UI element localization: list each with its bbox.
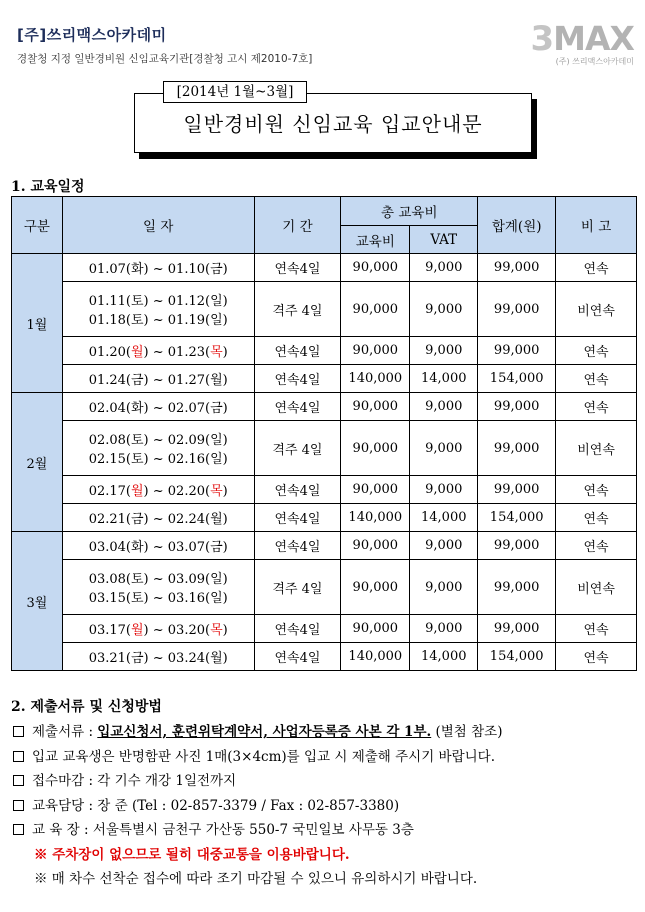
header-date: 일 자 <box>62 197 254 254</box>
table-row <box>12 476 637 504</box>
fee-cell: 90,000 <box>341 254 410 282</box>
table-row <box>12 615 637 643</box>
date-line: 03.04(화) ~ 03.07(금) <box>88 540 228 555</box>
header-sum: 합계(원) <box>478 197 556 254</box>
3max-logo <box>516 19 634 68</box>
fee-cell: 140,000 <box>341 504 410 532</box>
date-line: 03.21(금) ~ 03.24(월) <box>88 651 228 666</box>
note-cell: 연속 <box>556 643 637 671</box>
month-cell: 1월 <box>12 254 63 393</box>
sum-cell: 154,000 <box>478 365 556 393</box>
date-line: 01.11(토) ~ 01.12(일) <box>88 294 228 309</box>
table-row <box>12 643 637 671</box>
table-row <box>12 254 637 282</box>
sum-cell: 99,000 <box>478 393 556 421</box>
list-item: 교 육 장 : 서울특별시 금천구 가산동 550-7 국민일보 사무동 3층 <box>13 818 502 843</box>
duration-cell: 연속4일 <box>254 615 341 643</box>
duration-cell: 연속4일 <box>254 365 341 393</box>
checkbox-icon <box>13 800 24 811</box>
fee-cell: 90,000 <box>341 421 410 476</box>
vat-cell: 9,000 <box>410 476 478 504</box>
duration-cell: 연속4일 <box>254 476 341 504</box>
date-line: 01.20(월) ~ 01.23(목) <box>88 345 228 360</box>
vat-cell: 9,000 <box>410 421 478 476</box>
section-heading-schedule: 1. 교육일정 <box>11 179 85 195</box>
header-fee: 교육비 <box>341 226 410 254</box>
section-heading-documents: 2. 제출서류 및 신청방법 <box>11 699 162 715</box>
fee-cell: 140,000 <box>341 643 410 671</box>
fee-cell: 90,000 <box>341 560 410 615</box>
date-cell <box>62 532 254 560</box>
checkbox-icon <box>13 775 24 786</box>
date-line: 02.04(화) ~ 02.07(금) <box>88 401 228 416</box>
date-cell <box>62 282 254 337</box>
note-cell: 연속 <box>556 532 637 560</box>
vat-cell: 14,000 <box>410 365 478 393</box>
sum-cell: 99,000 <box>478 421 556 476</box>
fee-cell: 90,000 <box>341 337 410 365</box>
header-total-fee: 총 교육비 <box>341 197 478 226</box>
sum-cell: 99,000 <box>478 254 556 282</box>
fee-cell: 90,000 <box>341 476 410 504</box>
vat-cell: 9,000 <box>410 560 478 615</box>
date-cell <box>62 643 254 671</box>
date-line: 01.18(토) ~ 01.19(일) <box>88 313 228 328</box>
sum-cell: 99,000 <box>478 282 556 337</box>
sum-cell: 154,000 <box>478 504 556 532</box>
table-row <box>12 337 637 365</box>
list-item: 교육담당 : 장 준 (Tel : 02-857-3379 / Fax : 02-857-3380) <box>13 794 502 819</box>
list-item: 제출서류 : 입교신청서, 훈련위탁계약서, 사업자등록증 사본 각 1부. (별첨 참조) <box>13 720 502 745</box>
note-cell: 비연속 <box>556 282 637 337</box>
fee-cell: 90,000 <box>341 282 410 337</box>
date-cell <box>62 476 254 504</box>
table-row <box>12 365 637 393</box>
date-cell <box>62 393 254 421</box>
date-cell <box>62 615 254 643</box>
table-row <box>12 393 637 421</box>
table-row <box>12 532 637 560</box>
logo-wordmark: 3MAX <box>530 19 634 59</box>
vat-cell: 9,000 <box>410 282 478 337</box>
date-line: 03.08(토) ~ 03.09(일) <box>88 572 228 587</box>
header-division: 구분 <box>12 197 63 254</box>
month-cell: 2월 <box>12 393 63 532</box>
checkbox-icon <box>13 751 24 762</box>
date-line: 03.17(월) ~ 03.20(목) <box>88 623 228 638</box>
note-cell: 연속 <box>556 393 637 421</box>
sum-cell: 99,000 <box>478 560 556 615</box>
logo-subtext: (주) 쓰리맥스아카데미 <box>555 57 634 66</box>
list-item: 입교 교육생은 반명함판 사진 1매(3×4cm)를 입교 시 제출해 주시기 바랍니다. <box>13 745 502 770</box>
duration-cell: 격주 4일 <box>254 282 341 337</box>
note-cell: 연속 <box>556 365 637 393</box>
fee-cell: 90,000 <box>341 393 410 421</box>
duration-cell: 연속4일 <box>254 643 341 671</box>
date-line: 02.17(월) ~ 02.20(목) <box>88 484 228 499</box>
note-cell: 연속 <box>556 615 637 643</box>
parking-notice: ※ 주차장이 없으므로 될히 대중교통을 이용바랍니다. <box>34 846 350 863</box>
date-line: 02.08(토) ~ 02.09(일) <box>88 433 228 448</box>
sum-cell: 99,000 <box>478 532 556 560</box>
sum-cell: 154,000 <box>478 643 556 671</box>
duration-cell: 연속4일 <box>254 337 341 365</box>
header-note: 비 고 <box>556 197 637 254</box>
document-title: 일반경비원 신임교육 입교안내문 <box>134 93 532 153</box>
early-close-notice: ※ 매 차수 선착순 접수에 따라 조기 마감될 수 있으니 유의하시기 바랍니다. <box>34 871 478 887</box>
sum-cell: 99,000 <box>478 615 556 643</box>
schedule-table <box>11 196 637 671</box>
month-cell: 3월 <box>12 532 63 671</box>
date-cell <box>62 560 254 615</box>
vat-cell: 9,000 <box>410 393 478 421</box>
checkbox-icon <box>13 726 24 737</box>
date-line: 02.21(금) ~ 02.24(월) <box>88 512 228 527</box>
date-cell <box>62 254 254 282</box>
vat-cell: 9,000 <box>410 254 478 282</box>
sum-cell: 99,000 <box>478 476 556 504</box>
note-cell: 연속 <box>556 337 637 365</box>
vat-cell: 14,000 <box>410 504 478 532</box>
date-cell <box>62 504 254 532</box>
fee-cell: 140,000 <box>341 365 410 393</box>
header-vat: VAT <box>410 226 478 254</box>
sum-cell: 99,000 <box>478 337 556 365</box>
table-row <box>12 421 637 476</box>
date-cell <box>62 337 254 365</box>
vat-cell: 9,000 <box>410 337 478 365</box>
fee-cell: 90,000 <box>341 532 410 560</box>
date-line: 01.24(금) ~ 01.27(월) <box>88 373 228 388</box>
fee-cell: 90,000 <box>341 615 410 643</box>
duration-cell: 격주 4일 <box>254 560 341 615</box>
period-label: [2014년 1월~3월] <box>163 81 307 103</box>
note-cell: 연속 <box>556 504 637 532</box>
note-cell: 비연속 <box>556 560 637 615</box>
vat-cell: 9,000 <box>410 615 478 643</box>
table-row <box>12 282 637 337</box>
note-cell: 연속 <box>556 254 637 282</box>
checkbox-icon <box>13 824 24 835</box>
list-item: 접수마감 : 각 기수 개강 1일전까지 <box>13 769 502 794</box>
company-subtitle: 경찰청 지정 일반경비원 신임교육기관[경찰청 고시 제2010-7호] <box>17 53 313 65</box>
company-name: [주]쓰리맥스아카데미 <box>17 26 167 44</box>
duration-cell: 연속4일 <box>254 532 341 560</box>
application-info <box>13 720 502 892</box>
duration-cell: 연속4일 <box>254 504 341 532</box>
date-line: 03.15(토) ~ 03.16(일) <box>88 591 228 606</box>
date-cell <box>62 365 254 393</box>
table-row <box>12 504 637 532</box>
note-cell: 비연속 <box>556 421 637 476</box>
date-line: 02.15(토) ~ 02.16(일) <box>88 452 228 467</box>
table-row <box>12 560 637 615</box>
vat-cell: 14,000 <box>410 643 478 671</box>
note-cell: 연속 <box>556 476 637 504</box>
header-duration: 기 간 <box>254 197 341 254</box>
duration-cell: 연속4일 <box>254 393 341 421</box>
duration-cell: 연속4일 <box>254 254 341 282</box>
date-line: 01.07(화) ~ 01.10(금) <box>88 262 228 277</box>
vat-cell: 9,000 <box>410 532 478 560</box>
duration-cell: 격주 4일 <box>254 421 341 476</box>
date-cell <box>62 421 254 476</box>
